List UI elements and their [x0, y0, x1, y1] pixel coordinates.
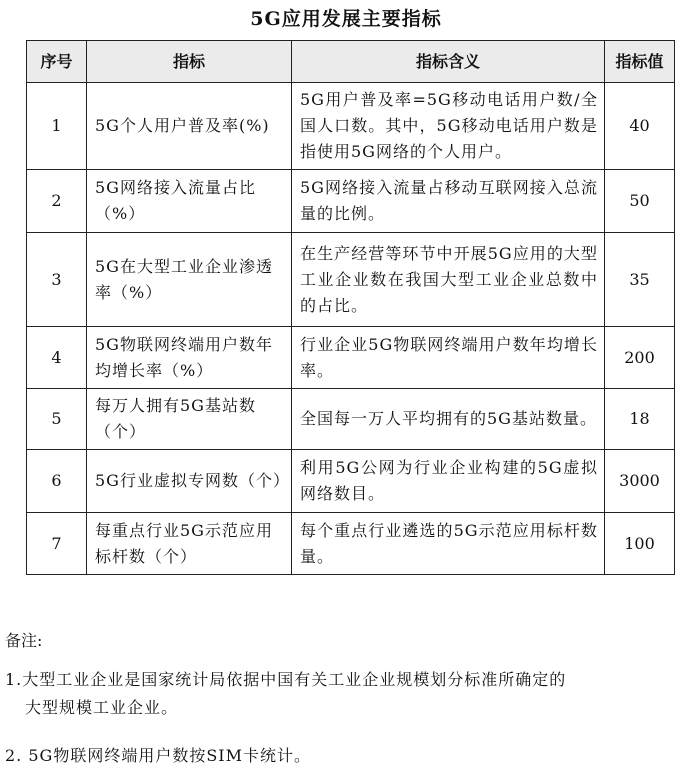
- row-number: 5: [27, 389, 87, 450]
- row-value: 100: [605, 513, 675, 575]
- row-meaning: 5G用户普及率=5G移动电话用户数/全国人口数。其中，5G移动电话用户数是指使用5G网络的个人用户。: [292, 83, 605, 170]
- row-number: 7: [27, 513, 87, 575]
- note-1-line-2: 大型规模工业企业。: [25, 698, 179, 717]
- row-number: 3: [27, 233, 87, 327]
- header-serial: 序号: [27, 41, 87, 83]
- row-meaning: 行业企业5G物联网终端用户数年均增长率。: [292, 327, 605, 389]
- table-row: [27, 170, 675, 233]
- row-value: 18: [605, 389, 675, 450]
- header-value: 指标值: [605, 41, 675, 83]
- table-row: [27, 513, 675, 575]
- notes-label: 备注:: [5, 631, 43, 650]
- row-indicator: 5G个人用户普及率(%): [87, 83, 292, 170]
- row-indicator: 5G物联网终端用户数年均增长率（%）: [87, 327, 292, 389]
- note-1-line-1: 1.大型工业企业是国家统计局依据中国有关工业企业规模划分标准所确定的: [5, 670, 567, 689]
- row-number: 4: [27, 327, 87, 389]
- row-value: 200: [605, 327, 675, 389]
- row-indicator: 每重点行业5G示范应用标杆数（个）: [87, 513, 292, 575]
- table-header-row: [27, 41, 675, 83]
- row-meaning: 利用5G公网为行业企业构建的5G虚拟网络数目。: [292, 450, 605, 513]
- table-row: [27, 389, 675, 450]
- table-row: [27, 450, 675, 513]
- header-meaning: 指标含义: [292, 41, 605, 83]
- row-meaning: 5G网络接入流量占移动互联网接入总流量的比例。: [292, 170, 605, 233]
- note-1: [5, 666, 665, 722]
- table-row: [27, 233, 675, 327]
- row-value: 35: [605, 233, 675, 327]
- note-2: 2. 5G物联网终端用户数按SIM卡统计。: [5, 746, 311, 765]
- row-indicator: 5G行业虚拟专网数（个）: [87, 450, 292, 513]
- table-row: [27, 327, 675, 389]
- row-number: 2: [27, 170, 87, 233]
- row-meaning: 每个重点行业遴选的5G示范应用标杆数量。: [292, 513, 605, 575]
- header-indicator: 指标: [87, 41, 292, 83]
- row-value: 50: [605, 170, 675, 233]
- indicators-table: [26, 40, 675, 575]
- table-row: [27, 83, 675, 170]
- row-indicator: 每万人拥有5G基站数（个）: [87, 389, 292, 450]
- row-number: 1: [27, 83, 87, 170]
- row-number: 6: [27, 450, 87, 513]
- page-title: 5G应用发展主要指标: [250, 8, 442, 30]
- row-meaning: 在生产经营等环节中开展5G应用的大型工业企业数在我国大型工业企业总数中的占比。: [292, 233, 605, 327]
- row-value: 40: [605, 83, 675, 170]
- row-indicator: 5G在大型工业企业渗透率（%）: [87, 233, 292, 327]
- row-indicator: 5G网络接入流量占比（%）: [87, 170, 292, 233]
- row-meaning: 全国每一万人平均拥有的5G基站数量。: [292, 389, 605, 450]
- row-value: 3000: [605, 450, 675, 513]
